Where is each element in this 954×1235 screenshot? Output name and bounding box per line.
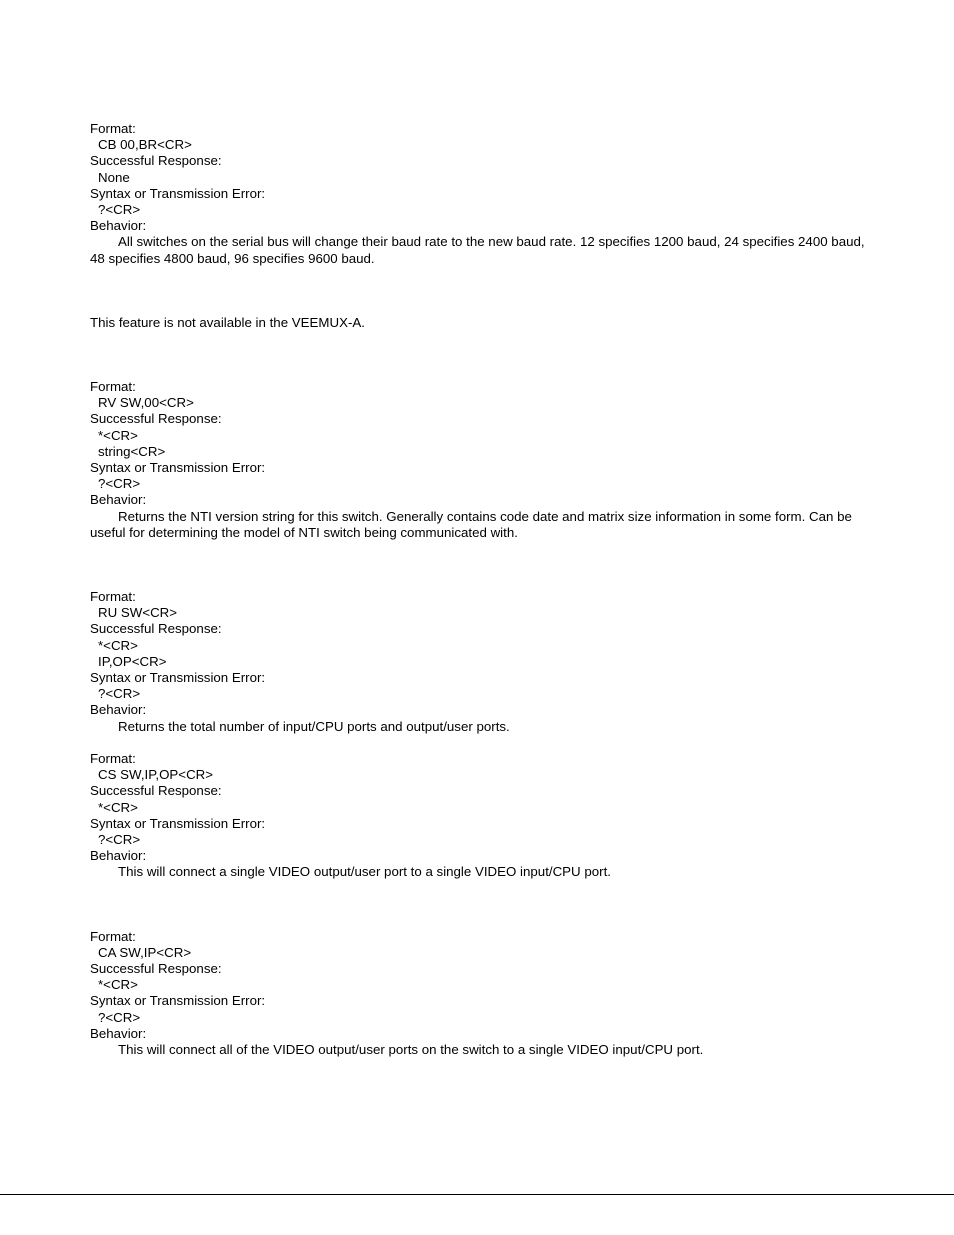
behavior-text: All switches on the serial bus will change their baud rate to the new baud rate. 12 specifies 1200 baud, 24 specifies 2400 baud, 48 specifies 4800 baud, 96 specifies 9600 baud. [90, 234, 865, 266]
format-label: Format: [90, 928, 136, 944]
error-value: ?<CR> [98, 202, 141, 218]
success-label: Successful Response: [90, 411, 222, 427]
error-value: ?<CR> [98, 831, 141, 847]
behavior-label: Behavior: [90, 848, 147, 864]
error-label: Syntax or Transmission Error: [90, 815, 266, 831]
success-label: Successful Response: [90, 153, 222, 169]
command-section-cs [90, 751, 890, 881]
error-label: Syntax or Transmission Error: [90, 993, 266, 1009]
behavior-label: Behavior: [90, 492, 147, 508]
success-value: *<CR> [98, 637, 138, 653]
error-label: Syntax or Transmission Error: [90, 670, 266, 686]
behavior-label: Behavior: [90, 702, 147, 718]
behavior-text: This will connect all of the VIDEO output/user ports on the switch to a single VIDEO input/CPU port. [118, 1041, 704, 1057]
footer-rule [0, 1194, 954, 1195]
availability-note: This feature is not available in the VEEMUX-A. [90, 314, 365, 330]
format-label: Format: [90, 750, 136, 766]
command-section-rv [90, 379, 890, 541]
error-value: ?<CR> [98, 476, 141, 492]
behavior-label: Behavior: [90, 1025, 147, 1041]
format-label: Format: [90, 121, 136, 136]
format-value: CB 00,BR<CR> [98, 137, 192, 153]
success-value: IP,OP<CR> [98, 653, 167, 669]
format-value: CA SW,IP<CR> [98, 944, 192, 960]
error-label: Syntax or Transmission Error: [90, 185, 266, 201]
success-label: Successful Response: [90, 621, 222, 637]
behavior-text: Returns the NTI version string for this switch. Generally contains code date and matrix size information in some form. Can be useful for determining the model of NTI switch being communicated with. [90, 508, 852, 540]
format-value: CS SW,IP,OP<CR> [98, 767, 214, 783]
success-value: *<CR> [98, 977, 138, 993]
success-value: None [98, 169, 130, 185]
success-label: Successful Response: [90, 960, 222, 976]
success-value: *<CR> [98, 427, 138, 443]
command-section-cb [90, 121, 890, 267]
success-value: string<CR> [98, 443, 166, 459]
behavior-text: Returns the total number of input/CPU ports and output/user ports. [118, 718, 510, 734]
format-value: RU SW<CR> [98, 605, 178, 621]
format-label: Format: [90, 589, 136, 605]
error-label: Syntax or Transmission Error: [90, 460, 266, 476]
format-label: Format: [90, 379, 136, 395]
error-value: ?<CR> [98, 1009, 141, 1025]
command-section-ca [90, 929, 890, 1059]
behavior-text: This will connect a single VIDEO output/user port to a single VIDEO input/CPU port. [118, 864, 611, 880]
format-value: RV SW,00<CR> [98, 395, 194, 411]
error-value: ?<CR> [98, 686, 141, 702]
success-value: *<CR> [98, 799, 138, 815]
behavior-label: Behavior: [90, 218, 147, 234]
success-label: Successful Response: [90, 783, 222, 799]
document-body [90, 121, 890, 1058]
command-section-ru [90, 589, 890, 735]
